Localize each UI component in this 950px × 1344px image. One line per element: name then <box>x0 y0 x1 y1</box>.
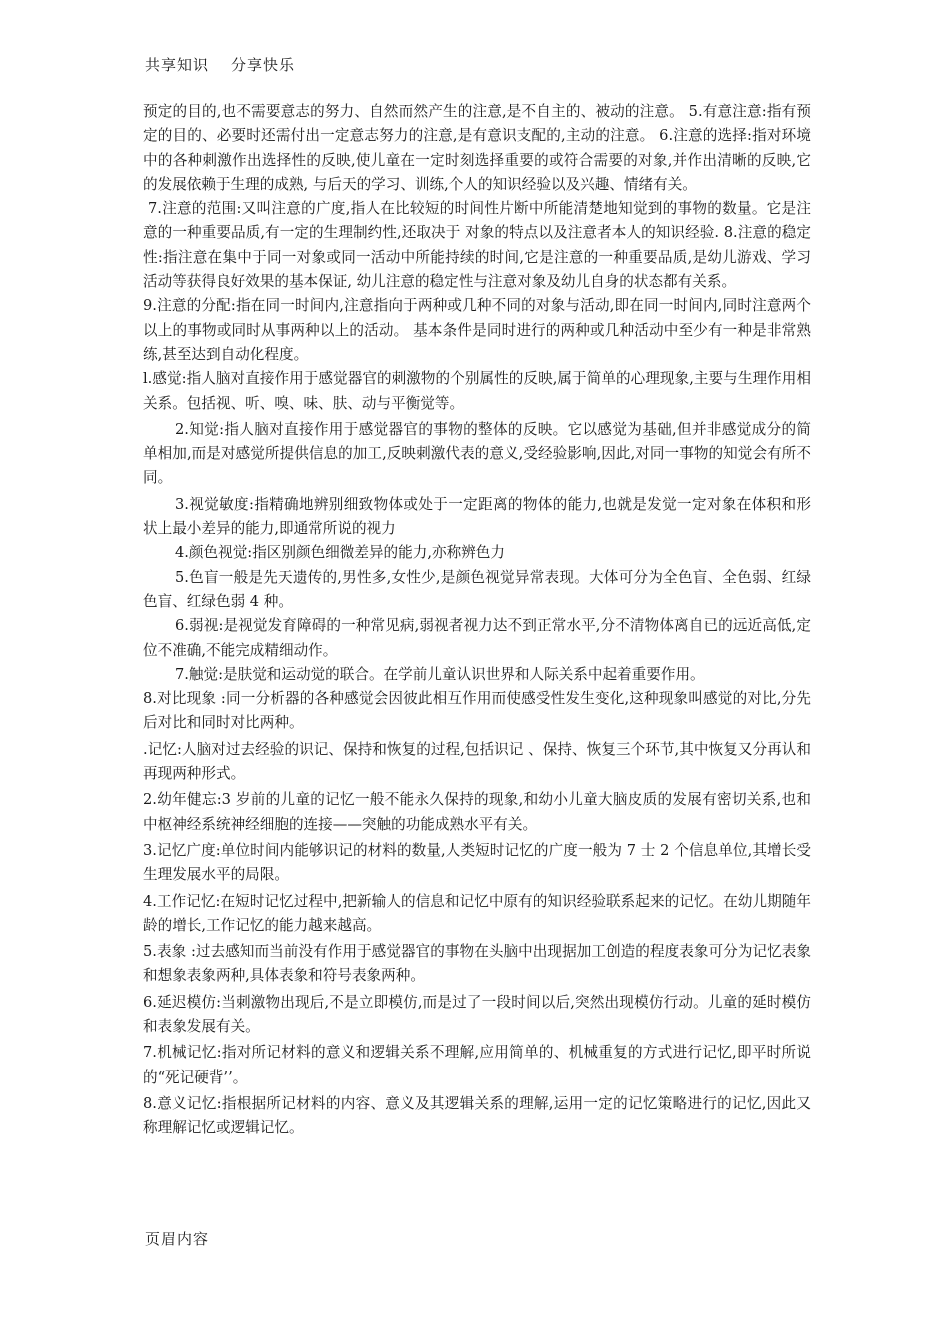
paragraph: 5.色盲一般是先天遗传的,男性多,女性少,是颜色视觉异常表现。大体可分为全色盲、全色弱、红绿色盲、红绿色弱 4 种。 <box>143 568 811 610</box>
paragraph: 2.知觉:指人脑对直接作用于感觉器官的事物的整体的反映。它以感觉为基础,但并非感觉成分的简单相加,而是对感觉所提供信息的加工,反映刺激代表的意义,受经验影响,因此,对同一事物的知觉会有所不同。 <box>143 420 811 487</box>
paragraph: 8.对比现象 :同一分析器的各种感觉会因彼此相互作用而使感受性发生变化,这种现象叫感觉的对比,分先后对比和同时对比两种。 <box>143 690 811 732</box>
paragraph: l.感觉:指人脑对直接作用于感觉器官的刺激物的个别属性的反映,属于简单的心理现象,主要与生理作用相关系。包括视、听、嗅、味、肤、动与平衡觉等。 <box>143 370 811 412</box>
paragraph: 7.触觉:是肤觉和运动觉的联合。在学前儿童认识世界和人际关系中起着重要作用。 <box>175 665 705 683</box>
paragraph: 6.延迟模仿:当刺激物出现后,不是立即模仿,而是过了一段时间以后,突然出现模仿行动。儿童的延时模仿和表象发展有关。 <box>143 993 811 1035</box>
header-right-text: 分享快乐 <box>231 56 296 74</box>
paragraph: 4.颜色视觉:指区别颜色细微差异的能力,亦称辨色力 <box>175 544 505 562</box>
paragraph: 4.工作记忆:在短时记忆过程中,把新输人的信息和记忆中原有的知识经验联系起来的记忆。在幼儿期随年龄的增长,工作记忆的能力越来越高。 <box>143 892 811 934</box>
paragraph: 5.表象 :过去感知而当前没有作用于感觉器官的事物在头脑中出现据加工创造的程度表象可分为记忆表象和想象表象两种,具体表象和符号表象两种。 <box>143 943 811 985</box>
paragraph: 6.弱视:是视觉发育障碍的一种常见病,弱视者视力达不到正常水平,分不清物体离自已的远近高低,定位不准确,不能完成精细动作。 <box>143 617 811 659</box>
paragraph: 8.意义记忆:指根据所记材料的内容、意义及其逻辑关系的理解,运用一定的记忆策略进行的记忆,因此又称理解记忆或逻辑记忆。 <box>143 1094 811 1137</box>
paragraph: 7.机械记忆:指对所记材料的意义和逻辑关系不理解,应用简单的、机械重复的方式进行记忆,即平时所说的“死记硬背’’。 <box>143 1044 811 1086</box>
document-body <box>143 100 811 1140</box>
paragraph: 9.注意的分配:指在同一时间内,注意指向于两种或几种不同的对象与活动,即在同一时间内,同时注意两个以上的事物或同时从事两种以上的活动。 基本条件是同时进行的两种或几种活动中至少有一种是非常熟练,甚至达到自动化程度。 <box>143 297 811 363</box>
paragraph: 7.注意的范围:又叫注意的广度,指人在比较短的时间性片断中所能清楚地知觉到的事物的数量。它是注意的一种重要品质,有一定的生理制约性,还取决于 对象的特点以及注意者本人的知识经验. 8.注意的稳定性:指注意在集中于同一对象或同一活动中所能持续的时间,它是注意的一种重要品质,是幼儿游戏、学习活动等获得良好效果的基本保证, 幼儿注意的稳定性与注意对象及幼儿自身的状态都有关系。 <box>143 200 811 291</box>
page-header <box>145 54 295 75</box>
paragraph: 3.记忆广度:单位时间内能够识记的材料的数量,人类短时记忆的广度一般为 7 士 2 个信息单位,其增长受生理发展水平的局限。 <box>143 841 811 884</box>
paragraph: 2.幼年健忘:3 岁前的儿童的记忆一般不能永久保持的现象,和幼小儿童大脑皮质的发展有密切关系,也和中枢神经系统神经细胞的连接——突触的功能成熟水平有关。 <box>143 791 811 833</box>
paragraph: .记忆:人脑对过去经验的识记、保持和恢复的过程,包括识记 、保持、恢复三个环节,其中恢复又分再认和再现两种形式。 <box>143 740 811 783</box>
header-left-text: 共享知识 <box>145 56 210 74</box>
paragraph: 预定的目的,也不需要意志的努力、自然而然产生的注意,是不自主的、被动的注意。 5.有意注意:指有预定的目的、必要时还需付出一定意志努力的注意,是有意识支配的,主动的注意。 6.注意的选择:指对环境中的各种刺激作出选择性的反映,使儿童在一定时刻选择重要的或符合需要的对象,并作出清晰的反映,它的发展依赖于生理的成熟, 与后天的学习、训练,个人的知识经验以及兴趣、情绪有关。 <box>143 103 811 193</box>
page-footer: 页眉内容 <box>145 1230 210 1248</box>
paragraph: 3.视觉敏度:指精确地辨别细致物体或处于一定距离的物体的能力,也就是发觉一定对象在体积和形状上最小差异的能力,即通常所说的视力 <box>143 495 811 538</box>
